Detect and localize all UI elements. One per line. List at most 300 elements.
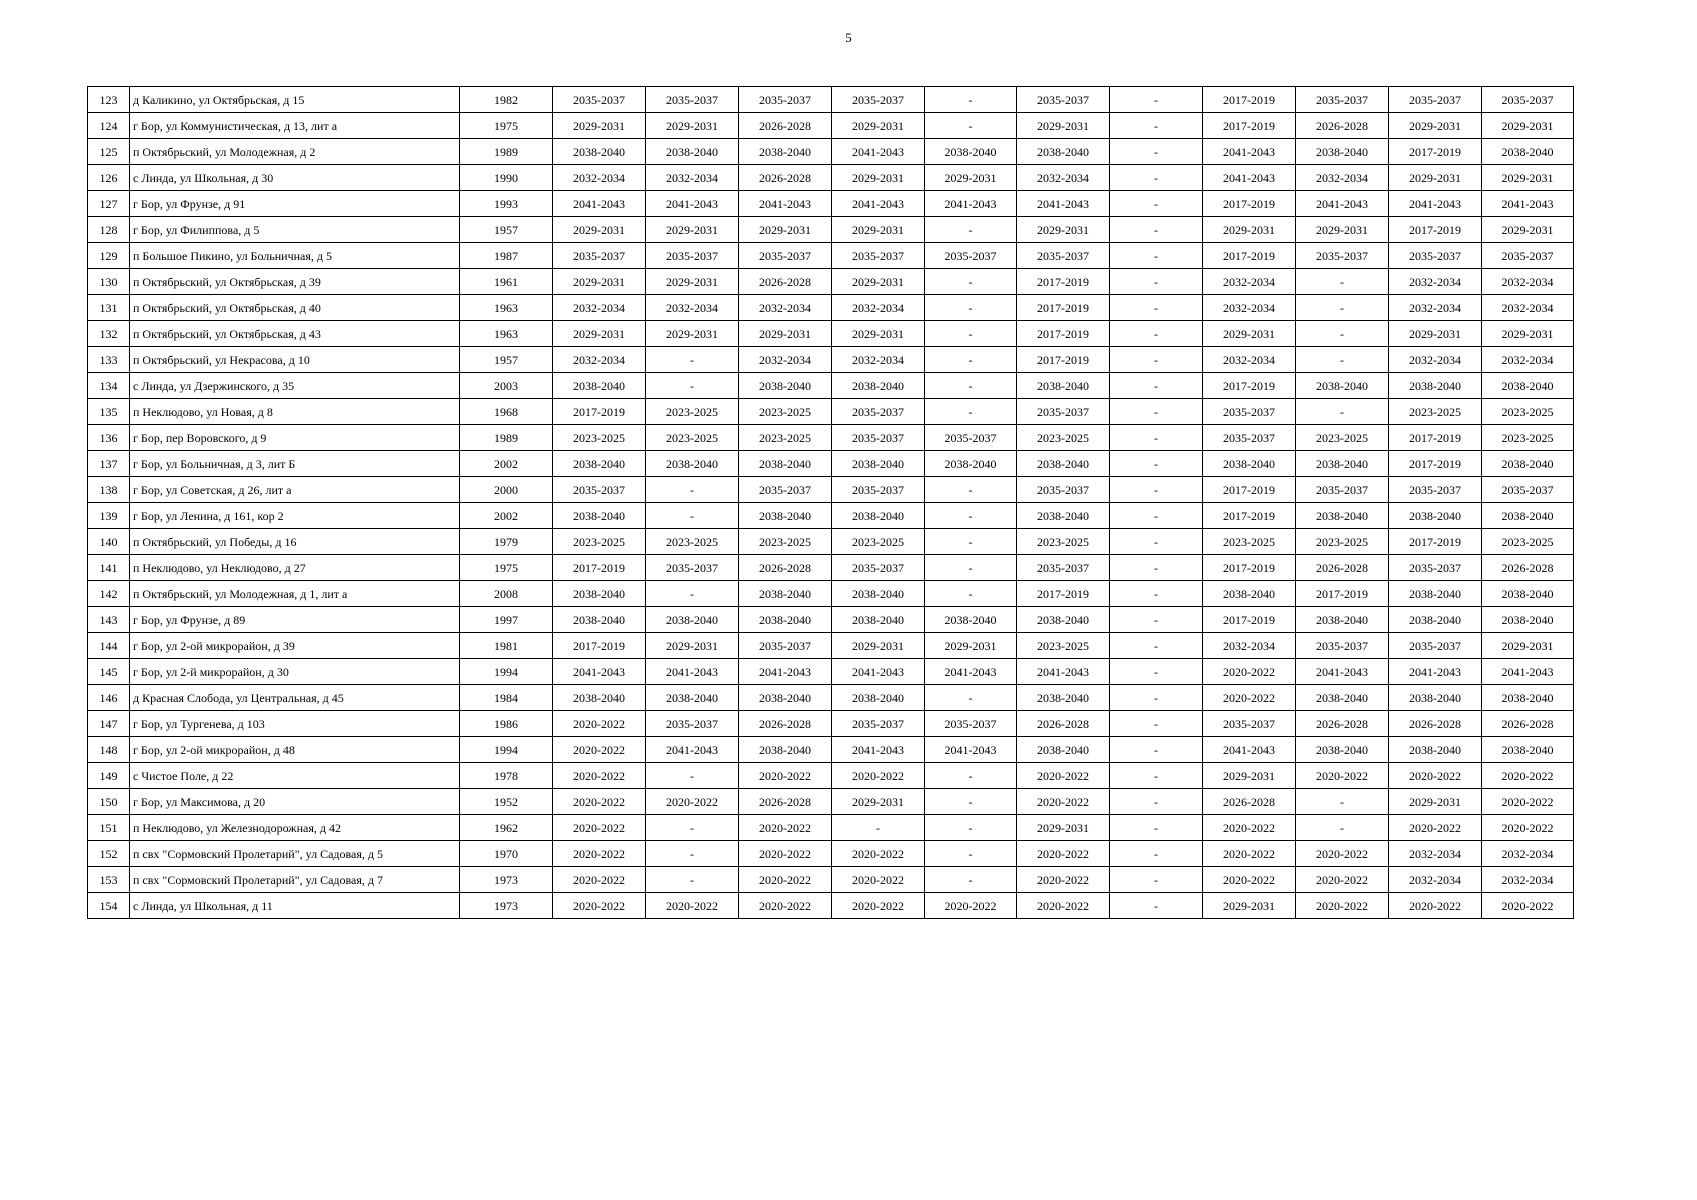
- period-cell: 2038-2040: [553, 451, 646, 477]
- period-cell: 2032-2034: [553, 295, 646, 321]
- period-cell: 2020-2022: [1203, 867, 1296, 893]
- period-cell: 2020-2022: [553, 737, 646, 763]
- period-cell: 2023-2025: [1017, 529, 1110, 555]
- period-cell: 2032-2034: [739, 347, 832, 373]
- construction-year-cell: 1982: [460, 87, 553, 113]
- period-cell: 2029-2031: [925, 633, 1017, 659]
- period-cell: 2041-2043: [1389, 191, 1482, 217]
- period-cell: -: [646, 581, 739, 607]
- period-cell: 2023-2025: [553, 529, 646, 555]
- table-row: [88, 789, 1574, 815]
- period-cell: 2020-2022: [739, 841, 832, 867]
- period-cell: 2023-2025: [646, 529, 739, 555]
- table-row: [88, 399, 1574, 425]
- period-cell: 2017-2019: [1017, 347, 1110, 373]
- period-cell: 2032-2034: [739, 295, 832, 321]
- period-cell: 2041-2043: [1203, 737, 1296, 763]
- construction-year-cell: 1975: [460, 113, 553, 139]
- period-cell: -: [1110, 841, 1203, 867]
- period-cell: 2038-2040: [553, 607, 646, 633]
- period-cell: -: [1110, 139, 1203, 165]
- period-cell: 2032-2034: [1389, 347, 1482, 373]
- period-cell: 2035-2037: [1482, 477, 1574, 503]
- period-cell: -: [925, 685, 1017, 711]
- period-cell: 2020-2022: [1389, 815, 1482, 841]
- period-cell: 2038-2040: [1017, 451, 1110, 477]
- period-cell: 2029-2031: [1482, 165, 1574, 191]
- period-cell: 2038-2040: [832, 373, 925, 399]
- period-cell: 2029-2031: [646, 321, 739, 347]
- row-number-cell: 150: [88, 789, 130, 815]
- period-cell: 2038-2040: [832, 685, 925, 711]
- period-cell: 2020-2022: [1203, 841, 1296, 867]
- period-cell: 2020-2022: [553, 867, 646, 893]
- period-cell: 2041-2043: [1017, 659, 1110, 685]
- period-cell: -: [1110, 711, 1203, 737]
- period-cell: 2041-2043: [1389, 659, 1482, 685]
- period-cell: 2017-2019: [1203, 243, 1296, 269]
- period-cell: -: [1110, 555, 1203, 581]
- period-cell: 2029-2031: [646, 113, 739, 139]
- period-cell: 2035-2037: [739, 477, 832, 503]
- period-cell: 2020-2022: [1389, 763, 1482, 789]
- period-cell: -: [1296, 347, 1389, 373]
- period-cell: 2035-2037: [1017, 399, 1110, 425]
- address-cell: г Бор, ул Советская, д 26, лит а: [130, 477, 460, 503]
- period-cell: -: [925, 815, 1017, 841]
- period-cell: -: [1110, 685, 1203, 711]
- period-cell: 2038-2040: [739, 737, 832, 763]
- period-cell: -: [925, 529, 1017, 555]
- address-cell: г Бор, ул Максимова, д 20: [130, 789, 460, 815]
- period-cell: 2035-2037: [1389, 555, 1482, 581]
- period-cell: 2038-2040: [553, 503, 646, 529]
- period-cell: 2041-2043: [553, 659, 646, 685]
- period-cell: 2032-2034: [832, 347, 925, 373]
- address-cell: г Бор, ул Тургенева, д 103: [130, 711, 460, 737]
- period-cell: 2029-2031: [553, 269, 646, 295]
- period-cell: -: [925, 399, 1017, 425]
- row-number-cell: 152: [88, 841, 130, 867]
- period-cell: 2035-2037: [739, 87, 832, 113]
- period-cell: -: [1296, 295, 1389, 321]
- period-cell: 2041-2043: [646, 659, 739, 685]
- period-cell: -: [1110, 191, 1203, 217]
- period-cell: 2020-2022: [1482, 893, 1574, 919]
- period-cell: 2038-2040: [553, 139, 646, 165]
- period-cell: 2026-2028: [1482, 711, 1574, 737]
- period-cell: 2038-2040: [1389, 373, 1482, 399]
- address-cell: п Октябрьский, ул Октябрьская, д 40: [130, 295, 460, 321]
- period-cell: 2017-2019: [1203, 503, 1296, 529]
- row-number-cell: 133: [88, 347, 130, 373]
- period-cell: 2035-2037: [1017, 243, 1110, 269]
- period-cell: 2038-2040: [646, 139, 739, 165]
- period-cell: 2029-2031: [646, 217, 739, 243]
- period-cell: 2029-2031: [1482, 217, 1574, 243]
- period-cell: 2038-2040: [1296, 607, 1389, 633]
- address-cell: с Чистое Поле, д 22: [130, 763, 460, 789]
- row-number-cell: 127: [88, 191, 130, 217]
- period-cell: -: [925, 87, 1017, 113]
- construction-year-cell: 2003: [460, 373, 553, 399]
- address-cell: п свх "Сормовский Пролетарий", ул Садовая, д 5: [130, 841, 460, 867]
- address-cell: п Неклюдово, ул Новая, д 8: [130, 399, 460, 425]
- period-cell: 2041-2043: [646, 191, 739, 217]
- period-cell: 2032-2034: [1389, 867, 1482, 893]
- period-cell: 2020-2022: [1017, 763, 1110, 789]
- period-cell: 2026-2028: [739, 555, 832, 581]
- row-number-cell: 124: [88, 113, 130, 139]
- period-cell: 2020-2022: [1203, 815, 1296, 841]
- period-cell: 2038-2040: [1296, 139, 1389, 165]
- period-cell: -: [646, 763, 739, 789]
- period-cell: 2041-2043: [646, 737, 739, 763]
- period-cell: 2029-2031: [1389, 113, 1482, 139]
- period-cell: 2023-2025: [1482, 529, 1574, 555]
- period-cell: 2035-2037: [646, 87, 739, 113]
- period-cell: 2038-2040: [1482, 737, 1574, 763]
- period-cell: -: [1296, 399, 1389, 425]
- table-row: [88, 295, 1574, 321]
- table-row: [88, 269, 1574, 295]
- period-cell: 2020-2022: [553, 789, 646, 815]
- address-cell: п Октябрьский, ул Октябрьская, д 39: [130, 269, 460, 295]
- period-cell: 2041-2043: [1482, 659, 1574, 685]
- table-row: [88, 893, 1574, 919]
- period-cell: 2041-2043: [739, 659, 832, 685]
- period-cell: 2035-2037: [832, 243, 925, 269]
- period-cell: 2038-2040: [1203, 581, 1296, 607]
- period-cell: 2020-2022: [1296, 893, 1389, 919]
- period-cell: 2035-2037: [1017, 477, 1110, 503]
- period-cell: 2029-2031: [925, 165, 1017, 191]
- construction-year-cell: 2002: [460, 451, 553, 477]
- period-cell: 2017-2019: [1389, 217, 1482, 243]
- period-cell: 2032-2034: [553, 165, 646, 191]
- period-cell: 2026-2028: [1389, 711, 1482, 737]
- period-cell: 2026-2028: [1482, 555, 1574, 581]
- construction-year-cell: 1957: [460, 347, 553, 373]
- row-number-cell: 143: [88, 607, 130, 633]
- period-cell: 2017-2019: [1017, 321, 1110, 347]
- address-cell: д Каликино, ул Октябрьская, д 15: [130, 87, 460, 113]
- construction-year-cell: 2008: [460, 581, 553, 607]
- period-cell: 2026-2028: [1296, 711, 1389, 737]
- period-cell: 2038-2040: [739, 581, 832, 607]
- period-cell: -: [1110, 581, 1203, 607]
- period-cell: 2035-2037: [739, 243, 832, 269]
- period-cell: 2038-2040: [646, 685, 739, 711]
- period-cell: 2035-2037: [1389, 243, 1482, 269]
- period-cell: 2026-2028: [739, 113, 832, 139]
- period-cell: -: [646, 503, 739, 529]
- period-cell: 2017-2019: [1017, 581, 1110, 607]
- period-cell: 2020-2022: [832, 763, 925, 789]
- construction-year-cell: 1963: [460, 295, 553, 321]
- construction-year-cell: 1952: [460, 789, 553, 815]
- table-row: [88, 191, 1574, 217]
- period-cell: -: [1110, 113, 1203, 139]
- period-cell: 2020-2022: [1017, 893, 1110, 919]
- construction-year-cell: 1975: [460, 555, 553, 581]
- period-cell: 2020-2022: [553, 893, 646, 919]
- period-cell: 2029-2031: [739, 321, 832, 347]
- construction-year-cell: 1986: [460, 711, 553, 737]
- period-cell: -: [925, 841, 1017, 867]
- period-cell: 2035-2037: [1203, 711, 1296, 737]
- period-cell: -: [1296, 269, 1389, 295]
- period-cell: 2017-2019: [1203, 555, 1296, 581]
- construction-year-cell: 1997: [460, 607, 553, 633]
- period-cell: 2032-2034: [1389, 841, 1482, 867]
- table-row: [88, 217, 1574, 243]
- period-cell: 2020-2022: [1017, 789, 1110, 815]
- period-cell: 2041-2043: [832, 737, 925, 763]
- period-cell: 2038-2040: [1017, 373, 1110, 399]
- period-cell: 2038-2040: [1296, 451, 1389, 477]
- period-cell: 2038-2040: [739, 685, 832, 711]
- period-cell: 2041-2043: [553, 191, 646, 217]
- period-cell: -: [1110, 451, 1203, 477]
- period-cell: 2029-2031: [1203, 763, 1296, 789]
- period-cell: 2017-2019: [1203, 373, 1296, 399]
- period-cell: 2020-2022: [739, 893, 832, 919]
- table-row: [88, 685, 1574, 711]
- period-cell: -: [1110, 477, 1203, 503]
- address-cell: п Неклюдово, ул Неклюдово, д 27: [130, 555, 460, 581]
- period-cell: -: [925, 217, 1017, 243]
- period-cell: 2029-2031: [553, 217, 646, 243]
- period-cell: 2020-2022: [553, 841, 646, 867]
- period-cell: 2020-2022: [739, 815, 832, 841]
- period-cell: 2020-2022: [1296, 763, 1389, 789]
- period-cell: 2029-2031: [832, 321, 925, 347]
- period-cell: 2041-2043: [739, 191, 832, 217]
- period-cell: 2035-2037: [1203, 425, 1296, 451]
- row-number-cell: 125: [88, 139, 130, 165]
- period-cell: 2038-2040: [1389, 737, 1482, 763]
- period-cell: 2032-2034: [1482, 347, 1574, 373]
- address-cell: с Линда, ул Школьная, д 30: [130, 165, 460, 191]
- period-cell: 2020-2022: [1017, 867, 1110, 893]
- period-cell: -: [1110, 269, 1203, 295]
- period-cell: 2029-2031: [1389, 165, 1482, 191]
- table-row: [88, 763, 1574, 789]
- period-cell: 2017-2019: [1296, 581, 1389, 607]
- period-cell: 2032-2034: [1017, 165, 1110, 191]
- address-cell: с Линда, ул Школьная, д 11: [130, 893, 460, 919]
- period-cell: 2017-2019: [553, 399, 646, 425]
- period-cell: 2029-2031: [1203, 321, 1296, 347]
- period-cell: 2020-2022: [553, 763, 646, 789]
- period-cell: 2035-2037: [1296, 477, 1389, 503]
- period-cell: 2035-2037: [1389, 87, 1482, 113]
- period-cell: 2026-2028: [739, 269, 832, 295]
- period-cell: 2038-2040: [553, 685, 646, 711]
- period-cell: 2035-2037: [832, 477, 925, 503]
- period-cell: -: [925, 555, 1017, 581]
- period-cell: 2020-2022: [1203, 685, 1296, 711]
- period-cell: -: [1110, 893, 1203, 919]
- row-number-cell: 137: [88, 451, 130, 477]
- period-cell: 2035-2037: [1296, 243, 1389, 269]
- period-cell: 2017-2019: [553, 555, 646, 581]
- period-cell: 2035-2037: [1389, 633, 1482, 659]
- period-cell: -: [1110, 633, 1203, 659]
- period-cell: 2035-2037: [832, 711, 925, 737]
- table-row: [88, 867, 1574, 893]
- table-row: [88, 165, 1574, 191]
- period-cell: 2029-2031: [553, 113, 646, 139]
- row-number-cell: 134: [88, 373, 130, 399]
- period-cell: 2035-2037: [1482, 87, 1574, 113]
- period-cell: 2029-2031: [832, 789, 925, 815]
- period-cell: 2029-2031: [832, 217, 925, 243]
- row-number-cell: 147: [88, 711, 130, 737]
- period-cell: 2032-2034: [1203, 633, 1296, 659]
- period-cell: 2029-2031: [1389, 789, 1482, 815]
- period-cell: 2023-2025: [1482, 425, 1574, 451]
- period-cell: -: [646, 477, 739, 503]
- row-number-cell: 132: [88, 321, 130, 347]
- period-cell: 2035-2037: [646, 711, 739, 737]
- table-row: [88, 529, 1574, 555]
- period-cell: 2023-2025: [739, 529, 832, 555]
- address-cell: г Бор, ул Фрунзе, д 89: [130, 607, 460, 633]
- period-cell: -: [1110, 243, 1203, 269]
- period-cell: 2032-2034: [1482, 295, 1574, 321]
- address-cell: г Бор, ул Фрунзе, д 91: [130, 191, 460, 217]
- period-cell: 2032-2034: [1203, 347, 1296, 373]
- period-cell: 2017-2019: [1389, 451, 1482, 477]
- period-cell: 2035-2037: [1296, 633, 1389, 659]
- construction-year-cell: 1957: [460, 217, 553, 243]
- period-cell: 2041-2043: [1203, 165, 1296, 191]
- period-cell: -: [925, 503, 1017, 529]
- period-cell: 2038-2040: [1389, 607, 1482, 633]
- period-cell: 2038-2040: [553, 373, 646, 399]
- address-cell: г Бор, пер Воровского, д 9: [130, 425, 460, 451]
- period-cell: 2038-2040: [1482, 581, 1574, 607]
- table-body: [88, 87, 1574, 919]
- row-number-cell: 141: [88, 555, 130, 581]
- period-cell: -: [925, 373, 1017, 399]
- row-number-cell: 144: [88, 633, 130, 659]
- period-cell: 2017-2019: [1203, 191, 1296, 217]
- period-cell: 2041-2043: [1296, 659, 1389, 685]
- period-cell: -: [925, 269, 1017, 295]
- table-row: [88, 711, 1574, 737]
- row-number-cell: 130: [88, 269, 130, 295]
- period-cell: 2020-2022: [1389, 893, 1482, 919]
- period-cell: 2035-2037: [832, 555, 925, 581]
- period-cell: 2029-2031: [832, 269, 925, 295]
- period-cell: 2029-2031: [1296, 217, 1389, 243]
- period-cell: 2041-2043: [832, 191, 925, 217]
- period-cell: -: [1110, 373, 1203, 399]
- period-cell: 2041-2043: [925, 737, 1017, 763]
- period-cell: 2020-2022: [1296, 841, 1389, 867]
- period-cell: 2035-2037: [832, 399, 925, 425]
- period-cell: 2038-2040: [646, 451, 739, 477]
- period-cell: 2035-2037: [925, 425, 1017, 451]
- period-cell: 2023-2025: [739, 425, 832, 451]
- period-cell: 2038-2040: [1017, 737, 1110, 763]
- period-cell: 2035-2037: [646, 555, 739, 581]
- address-cell: г Бор, ул 2-ой микрорайон, д 48: [130, 737, 460, 763]
- table-row: [88, 555, 1574, 581]
- construction-year-cell: 1962: [460, 815, 553, 841]
- row-number-cell: 154: [88, 893, 130, 919]
- period-cell: 2038-2040: [739, 139, 832, 165]
- period-cell: 2038-2040: [832, 503, 925, 529]
- table-row: [88, 347, 1574, 373]
- period-cell: 2026-2028: [1203, 789, 1296, 815]
- period-cell: 2035-2037: [553, 87, 646, 113]
- period-cell: 2038-2040: [1389, 685, 1482, 711]
- period-cell: 2023-2025: [832, 529, 925, 555]
- period-cell: 2038-2040: [739, 503, 832, 529]
- table-row: [88, 503, 1574, 529]
- page-number: 5: [845, 30, 852, 45]
- period-cell: 2035-2037: [1296, 87, 1389, 113]
- table-row: [88, 113, 1574, 139]
- period-cell: -: [1296, 321, 1389, 347]
- period-cell: 2020-2022: [1482, 815, 1574, 841]
- row-number-cell: 139: [88, 503, 130, 529]
- row-number-cell: 138: [88, 477, 130, 503]
- period-cell: 2035-2037: [1203, 399, 1296, 425]
- row-number-cell: 126: [88, 165, 130, 191]
- period-cell: 2041-2043: [925, 191, 1017, 217]
- period-cell: -: [1296, 815, 1389, 841]
- period-cell: -: [1110, 763, 1203, 789]
- period-cell: 2038-2040: [1482, 373, 1574, 399]
- period-cell: 2035-2037: [1017, 87, 1110, 113]
- period-cell: 2041-2043: [832, 659, 925, 685]
- period-cell: 2017-2019: [1017, 269, 1110, 295]
- period-cell: 2023-2025: [1017, 633, 1110, 659]
- period-cell: 2032-2034: [1203, 295, 1296, 321]
- period-cell: 2023-2025: [1389, 399, 1482, 425]
- period-cell: -: [925, 321, 1017, 347]
- period-cell: 2017-2019: [1389, 425, 1482, 451]
- period-cell: -: [925, 581, 1017, 607]
- row-number-cell: 153: [88, 867, 130, 893]
- period-cell: 2023-2025: [553, 425, 646, 451]
- address-cell: п Октябрьский, ул Некрасова, д 10: [130, 347, 460, 373]
- period-cell: 2032-2034: [1296, 165, 1389, 191]
- period-cell: 2038-2040: [739, 373, 832, 399]
- row-number-cell: 129: [88, 243, 130, 269]
- period-cell: -: [832, 815, 925, 841]
- construction-year-cell: 1981: [460, 633, 553, 659]
- period-cell: 2038-2040: [739, 451, 832, 477]
- period-cell: 2020-2022: [1482, 763, 1574, 789]
- period-cell: 2035-2037: [646, 243, 739, 269]
- period-cell: 2026-2028: [1296, 113, 1389, 139]
- period-cell: 2035-2037: [1017, 555, 1110, 581]
- period-cell: 2038-2040: [1482, 685, 1574, 711]
- period-cell: 2038-2040: [925, 451, 1017, 477]
- period-cell: 2026-2028: [1017, 711, 1110, 737]
- period-cell: -: [646, 347, 739, 373]
- construction-year-cell: 1984: [460, 685, 553, 711]
- table-row: [88, 87, 1574, 113]
- period-cell: 2038-2040: [646, 607, 739, 633]
- period-cell: -: [1110, 217, 1203, 243]
